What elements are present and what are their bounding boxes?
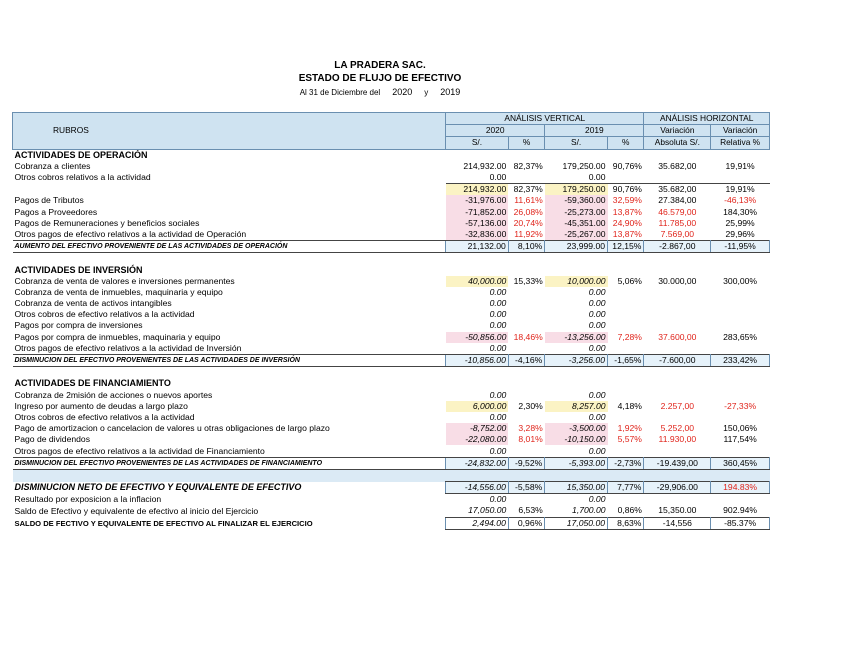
table-row: [13, 229, 770, 241]
pct-2019: 7,28%: [617, 331, 642, 342]
variation-absolute: -7.600,00: [644, 354, 711, 366]
table-row: [13, 482, 770, 494]
pct-2019: 90,76%: [612, 160, 642, 171]
pct-2020: [508, 343, 544, 355]
pct-2019: -1,65%: [608, 354, 644, 366]
table-row: [13, 241, 770, 253]
amount-2020: 17,050.00: [468, 505, 507, 516]
variation-absolute: [644, 445, 711, 457]
table-row: [13, 320, 770, 331]
amount-2019: 0.00: [588, 320, 606, 331]
pct-2020: [508, 309, 544, 320]
amount-2019: -25,273.00: [545, 207, 608, 218]
blank-cell: [508, 367, 544, 379]
table-row: [13, 457, 770, 469]
amount-2020: -10,856.00: [446, 354, 509, 366]
amount-2020: 0.00: [489, 445, 507, 456]
table-row: [13, 378, 770, 389]
cash-flow-table: [12, 112, 770, 530]
pct-2019: 90,76%: [608, 184, 644, 196]
blank-cell: [446, 253, 509, 265]
amount-2019: 0.00: [588, 342, 606, 353]
variation-relative: 29,96%: [725, 228, 755, 239]
variation-relative: 194.83%: [711, 482, 770, 494]
row-label: Saldo de Efectivo y equivalente de efectivo al inicio del Ejercicio: [14, 505, 259, 516]
variation-relative: 300,00%: [723, 275, 758, 286]
header-pct-2020: %: [508, 137, 544, 149]
blank-cell: [711, 253, 770, 265]
pct-2019: 7,77%: [608, 482, 644, 494]
pct-2020: [508, 149, 544, 161]
amount-2019: 0.00: [588, 494, 606, 505]
pct-2020: 18,46%: [513, 331, 543, 342]
pct-2020: 8,01%: [518, 434, 543, 445]
row-label: Cobranza de venta de inmuebles, maquinaria y equipo: [14, 286, 223, 297]
row-label: SALDO DE FECTIVO Y EQUIVALENTE DE EFECTIVO AL FINALIZAR EL EJERCICIO: [14, 518, 313, 528]
amount-2019: 179,250.00: [562, 160, 606, 171]
table-row: [13, 161, 770, 172]
table-row: [13, 412, 770, 423]
pct-2019: [608, 390, 644, 401]
table-row: [13, 195, 770, 206]
variation-relative: [711, 343, 770, 355]
pct-2019: 24,90%: [612, 217, 642, 228]
amount-2019: 0.00: [588, 389, 606, 400]
pct-2020: 6,53%: [518, 505, 543, 516]
pct-2019: [608, 309, 644, 320]
pct-2019: [608, 378, 644, 389]
blank-cell: [13, 367, 446, 379]
amount-2019: 15,350.00: [545, 482, 608, 494]
variation-relative: 360,45%: [711, 457, 770, 469]
section-title: ACTIVIDADES DE FINANCIAMIENTO: [14, 378, 171, 389]
variation-relative: -11,95%: [711, 241, 770, 253]
pct-2020: -5,58%: [508, 482, 544, 494]
variation-absolute: [644, 149, 711, 161]
row-label: Pagos por compra de inmuebles, maquinaria y equipo: [14, 331, 221, 342]
amount-2020: 0.00: [489, 320, 507, 331]
amount-2019: 0.00: [588, 172, 606, 183]
row-label: Cobranza de venta de valores e inversiones permanentes: [14, 275, 235, 286]
table-row: [13, 172, 770, 184]
pct-2020: 2,30%: [518, 400, 543, 411]
pct-2020: 82,37%: [508, 184, 544, 196]
row-label: Otros pagos de efectivo relativos a la actividad de Operación: [14, 228, 247, 239]
variation-absolute: 5.252,00: [660, 423, 695, 434]
header-2019: 2019: [545, 125, 644, 137]
variation-absolute: 37.600,00: [658, 331, 697, 342]
amount-2020: [446, 264, 509, 275]
table-row: [13, 253, 770, 265]
pct-2019: 5,06%: [617, 275, 642, 286]
pct-2019: 13,87%: [612, 206, 642, 217]
header-absoluta: Absoluta S/.: [644, 137, 711, 149]
table-row: [13, 505, 770, 517]
amount-2020: [446, 149, 509, 161]
variation-relative: -85.37%: [711, 517, 770, 529]
pct-2019: 4,18%: [617, 400, 642, 411]
table-row: [13, 367, 770, 379]
amount-2019: -13,256.00: [545, 332, 608, 343]
amount-2020: 0.00: [489, 342, 507, 353]
row-label: Resultado por exposicion a la inflacion: [14, 494, 162, 505]
amount-2019: -3,500.00: [545, 423, 608, 434]
row-label: Pago de dividendos: [14, 434, 90, 445]
variation-absolute: -29,906.00: [644, 482, 711, 494]
header-vertical: ANÁLISIS VERTICAL: [446, 113, 644, 125]
variation-relative: [711, 494, 770, 506]
pct-2019: [608, 298, 644, 309]
variation-relative: [711, 412, 770, 423]
amount-2019: [545, 378, 608, 389]
amount-2020: 2,494.00: [446, 517, 509, 529]
amount-2020: -31,976.00: [446, 195, 509, 206]
separator-cell: [545, 469, 608, 481]
variation-relative: 19,91%: [725, 160, 755, 171]
amount-2020: [446, 378, 509, 389]
pct-2020: [508, 298, 544, 309]
pct-2020: 0,96%: [508, 517, 544, 529]
amount-2019: -45,351.00: [545, 218, 608, 229]
row-label: Pagos de Remuneraciones y beneficios sociales: [14, 217, 200, 228]
header-variacion-abs: Variación: [644, 125, 711, 137]
pct-2020: 20,74%: [513, 217, 543, 228]
variation-relative: [711, 445, 770, 457]
pct-2019: 12,15%: [608, 241, 644, 253]
table-row: [13, 149, 770, 161]
amount-2019: 0.00: [588, 309, 606, 320]
pct-2019: 32,59%: [612, 195, 642, 206]
variation-relative: [711, 264, 770, 275]
variation-absolute: 30.000,00: [658, 275, 697, 286]
variation-absolute: [644, 412, 711, 423]
pct-2020: 26,08%: [513, 206, 543, 217]
variation-absolute: [644, 309, 711, 320]
amount-2020: 40,000.00: [446, 276, 509, 287]
table-row: [13, 445, 770, 457]
row-label: Otros cobros relativos a la actividad: [14, 172, 151, 183]
amount-2019: -59,360.00: [545, 195, 608, 206]
pct-2019: [608, 320, 644, 331]
pct-2020: 11,92%: [514, 228, 543, 239]
pct-2019: [608, 287, 644, 298]
table-row: [13, 332, 770, 343]
variation-absolute: [644, 378, 711, 389]
variation-relative: 150,06%: [723, 423, 758, 434]
separator-cell: [13, 469, 446, 481]
table-row: [13, 184, 770, 196]
table-row: [13, 354, 770, 366]
table-row: [13, 517, 770, 529]
separator-cell: [608, 469, 644, 481]
table-row: [13, 264, 770, 275]
table-row: [13, 276, 770, 287]
table-row: [13, 494, 770, 506]
table-row: [13, 298, 770, 309]
table-row: [13, 434, 770, 445]
pct-2020: [508, 264, 544, 275]
variation-absolute: 35.682,00: [658, 160, 697, 171]
year-a: 2020: [392, 87, 413, 97]
variation-relative: 283,65%: [723, 331, 758, 342]
variation-relative: [711, 390, 770, 401]
variation-relative: [711, 309, 770, 320]
amount-2019: 8,257.00: [545, 401, 608, 412]
row-label: Otros cobros de efectivo relativos a la actividad: [14, 411, 195, 422]
statement-date: [0, 87, 760, 97]
variation-absolute: 7.569,00: [660, 228, 695, 239]
row-label: Cobranza de 2misión de acciones o nuevos aportes: [14, 389, 213, 400]
variation-relative: [711, 378, 770, 389]
variation-relative: -27,33%: [724, 400, 757, 411]
pct-2020: [508, 412, 544, 423]
table-row: [13, 343, 770, 355]
variation-relative: 25,99%: [725, 217, 755, 228]
variation-absolute: 15,350.00: [658, 505, 697, 516]
pct-2019: [608, 343, 644, 355]
variation-absolute: [644, 343, 711, 355]
pct-2019: [608, 412, 644, 423]
amount-2020: -14,556.00: [446, 482, 509, 494]
amount-2019: -10,150.00: [545, 434, 608, 445]
section-title: ACTIVIDADES DE INVERSIÓN: [14, 264, 143, 275]
header-rubros: RUBROS: [13, 113, 446, 150]
blank-cell: [608, 253, 644, 265]
variation-absolute: -19.439,00: [644, 457, 711, 469]
row-label: DISMINUCION DEL EFECTIVO PROVENIENTES DE LAS ACTIVIDADES DE FINANCIAMIENTO: [13, 457, 446, 469]
amount-2020: 214,932.00: [446, 184, 509, 196]
table-row: [13, 423, 770, 434]
pct-2020: -9,52%: [508, 457, 544, 469]
pct-2020: [508, 445, 544, 457]
amount-2019: 23,999.00: [545, 241, 608, 253]
variation-absolute: 35.682,00: [644, 184, 711, 196]
header-row-1: [13, 113, 770, 125]
amount-2019: 0.00: [588, 411, 606, 422]
pct-2019: [608, 445, 644, 457]
amount-2019: -5,393.00: [545, 457, 608, 469]
year-joiner: y: [424, 88, 429, 97]
pct-2020: [508, 390, 544, 401]
pct-2020: 11,61%: [514, 195, 543, 206]
pct-2019: 0,86%: [617, 505, 642, 516]
row-label: Pagos de Tributos: [14, 195, 84, 206]
pct-2020: 3,28%: [518, 423, 543, 434]
row-label: Ingreso por aumento de deudas a largo plazo: [14, 400, 188, 411]
amount-2020: -32,836.00: [446, 229, 509, 241]
pct-2019: -2,73%: [608, 457, 644, 469]
row-label: Otros pagos de efectivo relativos a la actividad de Inversión: [14, 342, 242, 353]
blank-cell: [13, 253, 446, 265]
blank-cell: [446, 367, 509, 379]
table-row: [13, 309, 770, 320]
pct-2020: 15,33%: [513, 275, 543, 286]
variation-relative: [711, 149, 770, 161]
row-label: DISMINUCION NETO DE EFECTIVO Y EQUIVALENTE DE EFECTIVO: [14, 482, 302, 493]
header-horizontal: ANÁLISIS HORIZONTAL: [644, 113, 770, 125]
variation-relative: -46,13%: [724, 195, 757, 206]
statement-title: ESTADO DE FLUJO DE EFECTIVO: [298, 73, 462, 84]
pct-2020: [508, 378, 544, 389]
variation-relative: [711, 172, 770, 184]
pct-2019: [608, 149, 644, 161]
blank-cell: [608, 367, 644, 379]
header-2020: 2020: [446, 125, 545, 137]
variation-absolute: [644, 390, 711, 401]
variation-relative: [711, 320, 770, 331]
amount-2020: 6,000.00: [446, 401, 509, 412]
variation-absolute: 46.579,00: [658, 206, 697, 217]
header-soles-2019: S/.: [545, 137, 608, 149]
blank-cell: [545, 367, 608, 379]
blank-cell: [644, 367, 711, 379]
amount-2020: 0.00: [489, 309, 507, 320]
amount-2019: 10,000.00: [545, 276, 608, 287]
separator-cell: [644, 469, 711, 481]
header-relativa: Relativa %: [711, 137, 770, 149]
variation-relative: 184,30%: [723, 206, 758, 217]
table-row: [13, 390, 770, 401]
variation-relative: 233,42%: [711, 354, 770, 366]
header-variacion-rel: Variación: [711, 125, 770, 137]
variation-absolute: 2.257,00: [660, 400, 695, 411]
year-b: 2019: [440, 87, 461, 97]
amount-2020: 0.00: [489, 286, 507, 297]
variation-absolute: -2.867,00: [644, 241, 711, 253]
pct-2019: 8,63%: [608, 517, 644, 529]
table-row: [13, 469, 770, 481]
date-label: Al 31 de Diciembre del: [299, 88, 381, 97]
table-row: [13, 401, 770, 412]
variation-absolute: [644, 287, 711, 298]
pct-2019: [608, 494, 644, 506]
row-label: AUMENTO DEL EFECTIVO PROVENIENTE DE LAS ACTIVIDADES DE OPERACIÓN: [13, 241, 446, 253]
variation-absolute: [644, 298, 711, 309]
variation-relative: [711, 298, 770, 309]
pct-2020: -4,16%: [508, 354, 544, 366]
amount-2019: 0.00: [588, 298, 606, 309]
row-label: Otros cobros de efectivo relativos a la actividad: [14, 309, 195, 320]
table-row: [13, 287, 770, 298]
pct-2020: [508, 172, 544, 184]
pct-2019: 1,92%: [617, 423, 642, 434]
row-label: Pagos a Proveedores: [14, 206, 98, 217]
blank-cell: [508, 253, 544, 265]
amount-2020: 0.00: [489, 172, 507, 183]
amount-2019: -3,256.00: [545, 354, 608, 366]
pct-2020: 82,37%: [513, 160, 543, 171]
row-label: Cobranza a clientes: [14, 160, 91, 171]
separator-cell: [711, 469, 770, 481]
variation-absolute: [644, 264, 711, 275]
variation-absolute: [644, 172, 711, 184]
separator-cell: [508, 469, 544, 481]
row-label: [13, 184, 446, 196]
variation-absolute: 27.384,00: [658, 195, 697, 206]
row-label: Pagos por compra de inversiones: [14, 320, 143, 331]
table-row: [13, 207, 770, 218]
variation-absolute: [644, 320, 711, 331]
pct-2019: 13,87%: [612, 228, 642, 239]
pct-2019: 5,57%: [617, 434, 642, 445]
blank-cell: [545, 253, 608, 265]
company-title: LA PRADERA SAC.: [334, 60, 426, 71]
row-label: Otros pagos de efectivo relativos a la actividad de Financiamiento: [14, 445, 265, 456]
variation-relative: 19,91%: [711, 184, 770, 196]
pct-2020: [508, 494, 544, 506]
blank-cell: [711, 367, 770, 379]
blank-cell: [644, 253, 711, 265]
pct-2020: [508, 320, 544, 331]
pct-2019: [608, 264, 644, 275]
variation-absolute: 11.930,00: [658, 434, 697, 445]
variation-relative: [711, 287, 770, 298]
amount-2020: -57,136.00: [446, 218, 509, 229]
header-pct-2019: %: [608, 137, 644, 149]
variation-absolute: [644, 494, 711, 506]
amount-2019: 0.00: [588, 445, 606, 456]
amount-2019: [545, 149, 608, 161]
pct-2019: [608, 172, 644, 184]
amount-2019: 1,700.00: [572, 505, 606, 516]
variation-relative: 117,54%: [723, 434, 757, 445]
amount-2019: [545, 264, 608, 275]
amount-2020: 0.00: [489, 389, 507, 400]
amount-2019: 179,250.00: [545, 184, 608, 196]
amount-2020: -24,832.00: [446, 457, 509, 469]
amount-2020: 0.00: [489, 494, 507, 505]
row-label: Cobranza de venta de activos intangibles: [14, 298, 172, 309]
amount-2020: -8,752.00: [446, 423, 509, 434]
amount-2020: 0.00: [489, 411, 507, 422]
variation-relative: 902.94%: [723, 505, 758, 516]
amount-2020: -71,852.00: [446, 207, 509, 218]
amount-2019: 0.00: [588, 286, 606, 297]
pct-2020: [508, 287, 544, 298]
amount-2020: -50,856.00: [446, 332, 509, 343]
amount-2019: -25,267.00: [545, 229, 608, 241]
variation-absolute: 11.785,00: [658, 217, 697, 228]
section-title: ACTIVIDADES DE OPERACIÓN: [14, 149, 148, 160]
amount-2020: 21,132.00: [446, 241, 509, 253]
pct-2020: 8,10%: [508, 241, 544, 253]
amount-2020: 0.00: [489, 298, 507, 309]
row-label: Pago de amortizacion o cancelacion de valores u otras obligaciones de largo plazo: [14, 423, 330, 434]
row-label: DISMINUCION DEL EFECTIVO PROVENIENTES DE LAS ACTIVIDADES DE INVERSIÓN: [13, 354, 446, 366]
amount-2020: 214,932.00: [463, 160, 507, 171]
table-row: [13, 218, 770, 229]
amount-2020: -22,080.00: [446, 434, 509, 445]
separator-cell: [446, 469, 509, 481]
variation-absolute: -14,556: [644, 517, 711, 529]
header-soles-2020: S/.: [446, 137, 509, 149]
amount-2019: 17,050.00: [545, 517, 608, 529]
